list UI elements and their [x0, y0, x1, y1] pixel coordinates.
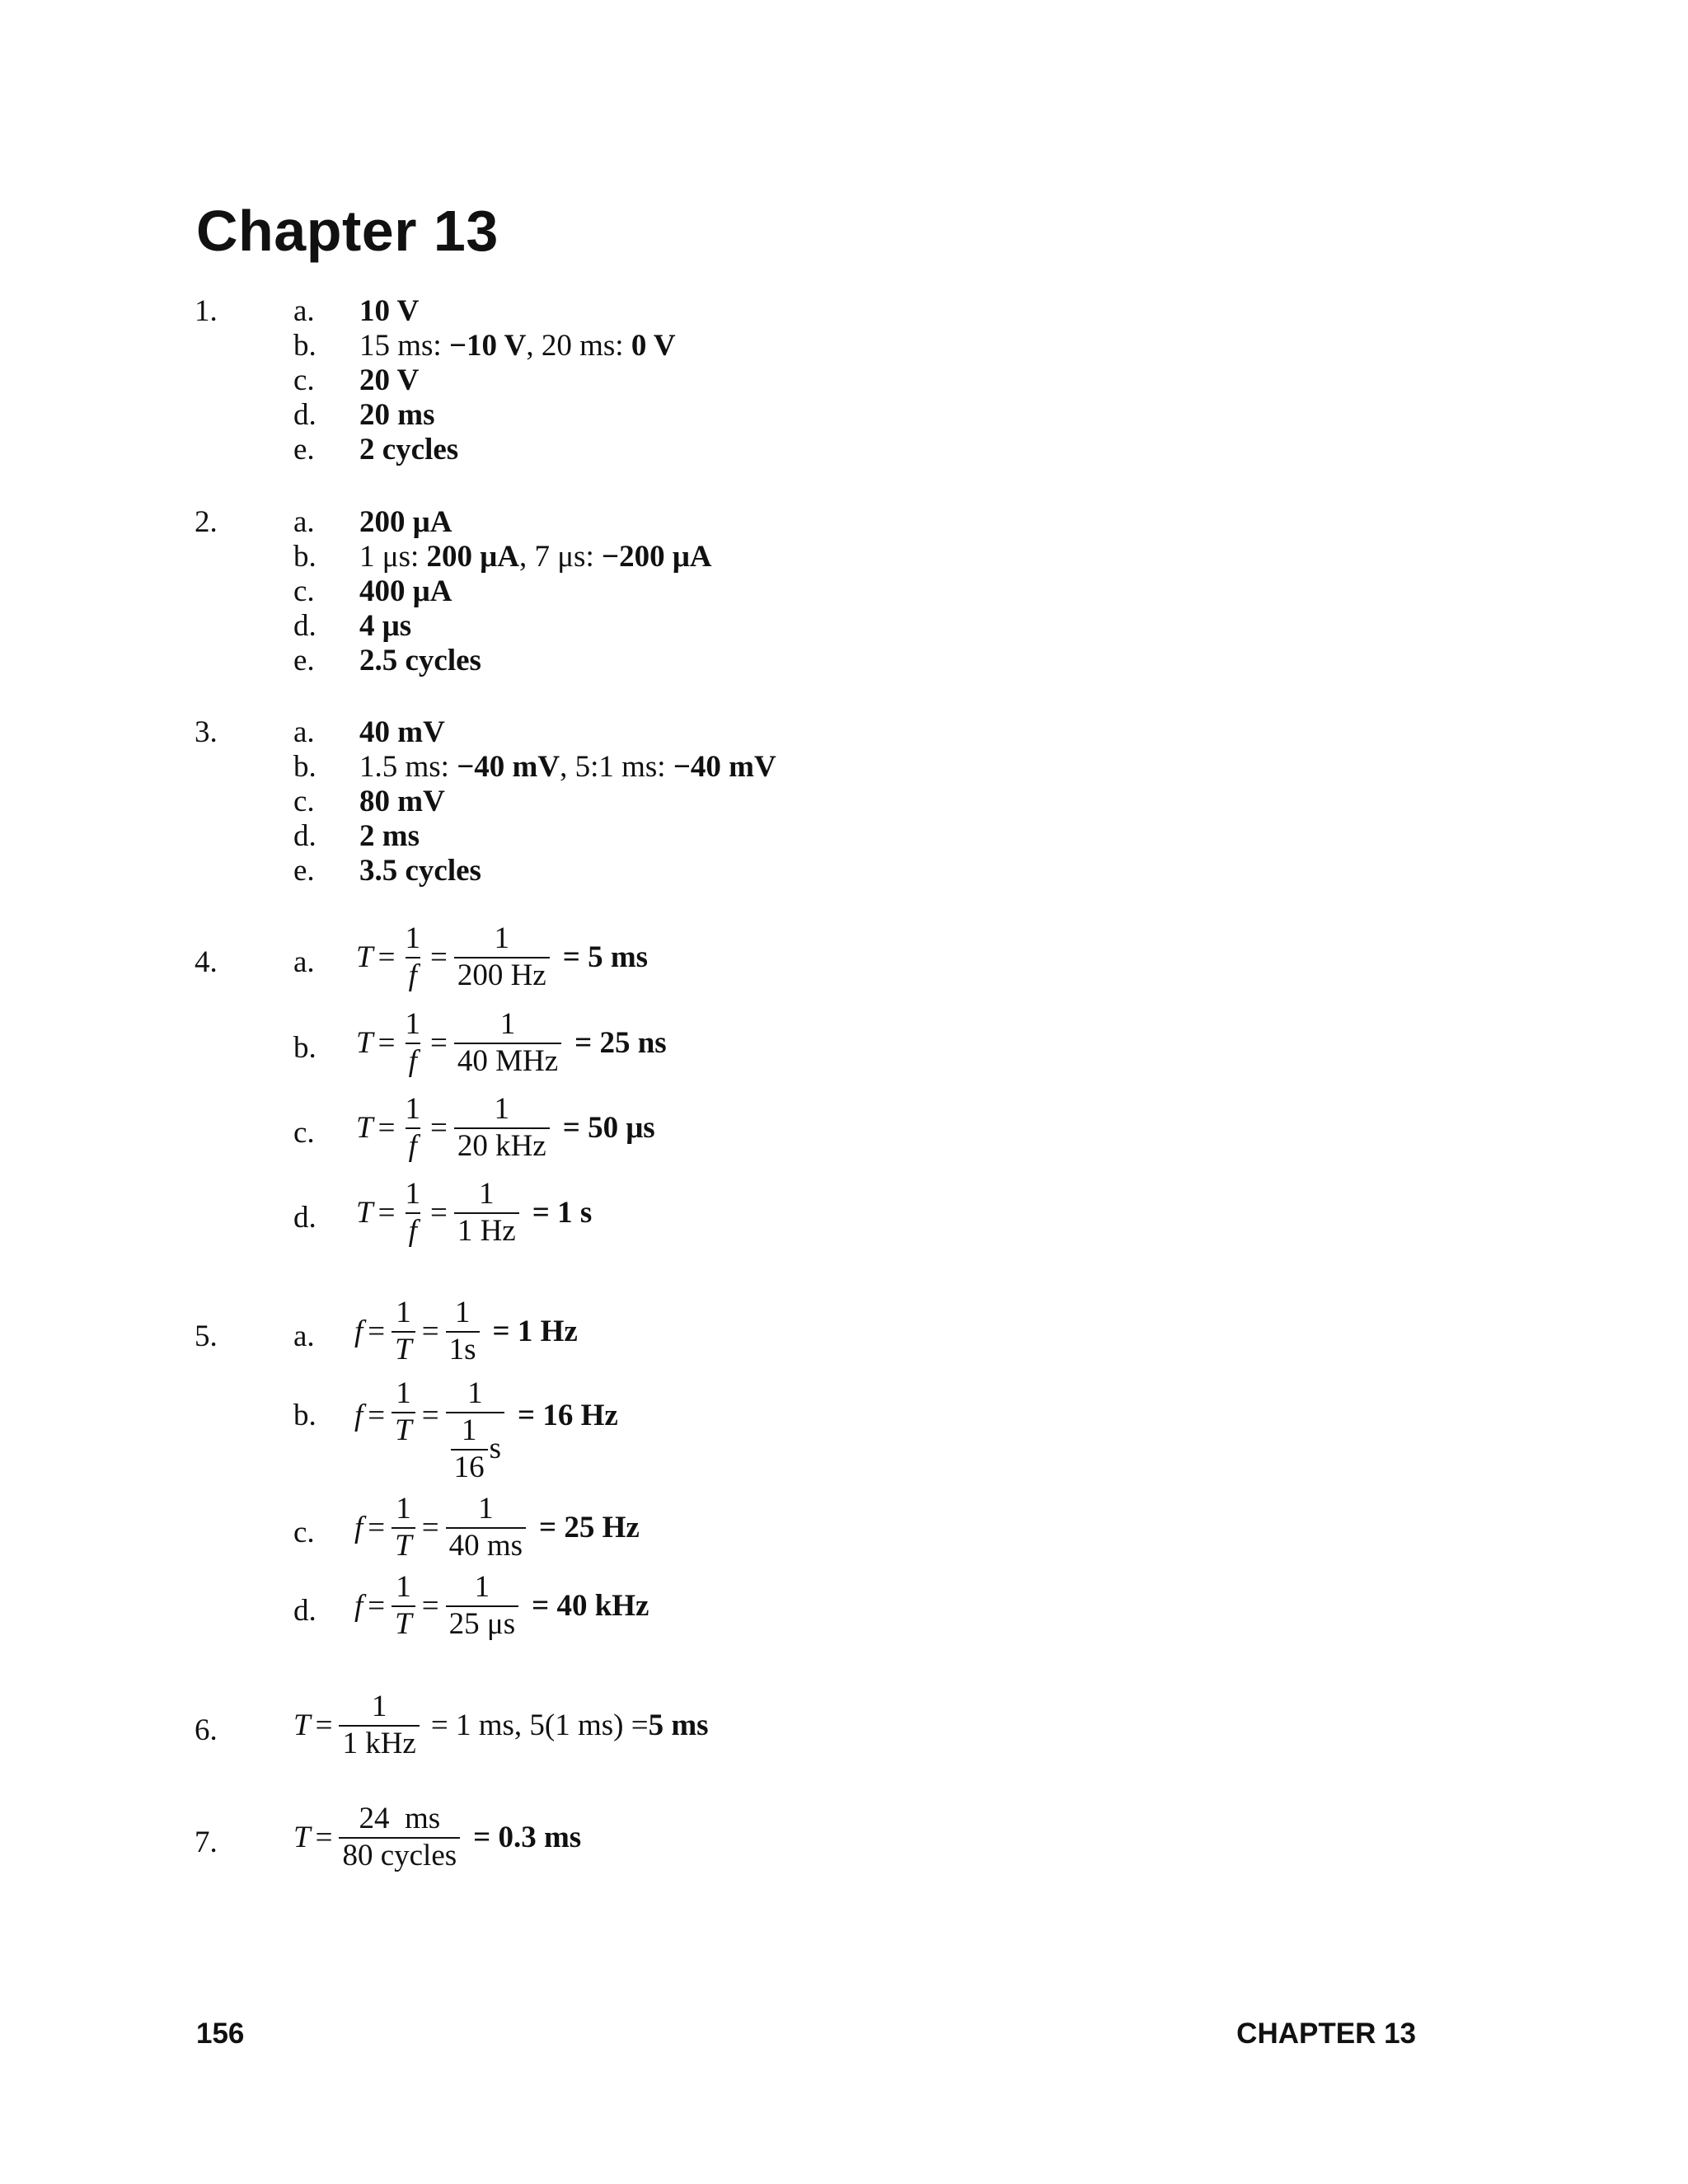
part-label: a.	[293, 715, 315, 749]
equation-6: T = $\frac{1}{\text{1 kHz}}$ = 1 ms, 5(1 ms) = 5 ms	[293, 1690, 709, 1760]
answer-c: 20 V	[359, 363, 420, 397]
answer-c: 80 mV	[359, 785, 445, 818]
part-label: c.	[293, 1516, 315, 1549]
equation-5d: f = $\frac{1}{T}$ = $\frac{1}{25 \mu s}$ = 40 kHz	[354, 1570, 649, 1641]
part-label: d.	[293, 609, 316, 643]
answer-a: 40 mV	[359, 715, 445, 749]
part-label: b.	[293, 1031, 316, 1065]
problem-number: 6.	[195, 1713, 218, 1747]
page-number: 156	[196, 2018, 245, 2050]
part-label: e.	[293, 854, 315, 888]
problem-number: 5.	[195, 1319, 218, 1353]
answer-e: 3.5 cycles	[359, 854, 481, 888]
answer-e: 2.5 cycles	[359, 644, 481, 677]
answer-a: 10 V	[359, 294, 420, 328]
answer-d: 20 ms	[359, 398, 435, 432]
problem-number: 4.	[195, 945, 218, 979]
part-label: a.	[293, 945, 315, 979]
part-label: b.	[293, 329, 316, 363]
answer-a: 200 μA	[359, 505, 452, 539]
chapter-title: Chapter 13	[196, 199, 499, 263]
part-label: d.	[293, 398, 316, 432]
equation-7: T = $\frac{24 ms}{\text{80 cycles}}$ = 0.3 ms	[293, 1802, 582, 1872]
part-label: b.	[293, 750, 316, 784]
equation-5b: f = $\frac{1}{T}$ = 1 $\frac{1}{16}$ s = 16 Hz	[354, 1376, 618, 1484]
problem-number: 1.	[195, 294, 218, 328]
running-footer-chapter: CHAPTER 13	[1236, 2018, 1416, 2050]
part-label: e.	[293, 644, 315, 677]
problem-number: 2.	[195, 505, 218, 539]
equation-5a: f = $\frac{1}{T}$ = $\frac{1}{1s}$ = 1 Hz	[354, 1296, 578, 1366]
answer-b: 1 μs: 200 μA, 7 μs: −200 μA	[359, 540, 712, 574]
equation-4b: T = $\frac{1}{f}$ = $\frac{1}{\text{40 MHz}}$ = 25 ns	[356, 1007, 667, 1078]
part-label: e.	[293, 433, 315, 466]
part-label: b.	[293, 1399, 316, 1432]
part-label: c.	[293, 785, 315, 818]
part-label: a.	[293, 294, 315, 328]
part-label: d.	[293, 1594, 316, 1628]
equation-4c: T = $\frac{1}{f}$ = $\frac{1}{\text{20 kHz}}$ = 50 μs	[356, 1092, 655, 1163]
equation-4a: T = $\frac{1}{f}$ = $\frac{1}{200 Hz}$ = 5 ms	[356, 921, 649, 992]
part-label: c.	[293, 574, 315, 608]
answer-d: 4 μs	[359, 609, 412, 643]
part-label: c.	[293, 363, 315, 397]
equation-4d: T = $\frac{1}{f}$ = $\frac{1}{1 Hz}$ = 1 s	[356, 1177, 593, 1248]
answer-c: 400 μA	[359, 574, 452, 608]
part-label: c.	[293, 1116, 315, 1150]
answer-b: 15 ms: −10 V, 20 ms: 0 V	[359, 329, 676, 363]
part-label: d.	[293, 1201, 316, 1235]
answer-e: 2 cycles	[359, 433, 459, 466]
part-label: b.	[293, 540, 316, 574]
part-label: a.	[293, 505, 315, 539]
answer-b: 1.5 ms: −40 mV, 5:1 ms: −40 mV	[359, 750, 776, 784]
problem-number: 7.	[195, 1825, 218, 1859]
answer-d: 2 ms	[359, 819, 420, 853]
part-label: d.	[293, 819, 316, 853]
equation-5c: f = $\frac{1}{T}$ = $\frac{1}{40 ms}$ = 25 Hz	[354, 1492, 640, 1563]
part-label: a.	[293, 1319, 315, 1353]
problem-number: 3.	[195, 715, 218, 749]
